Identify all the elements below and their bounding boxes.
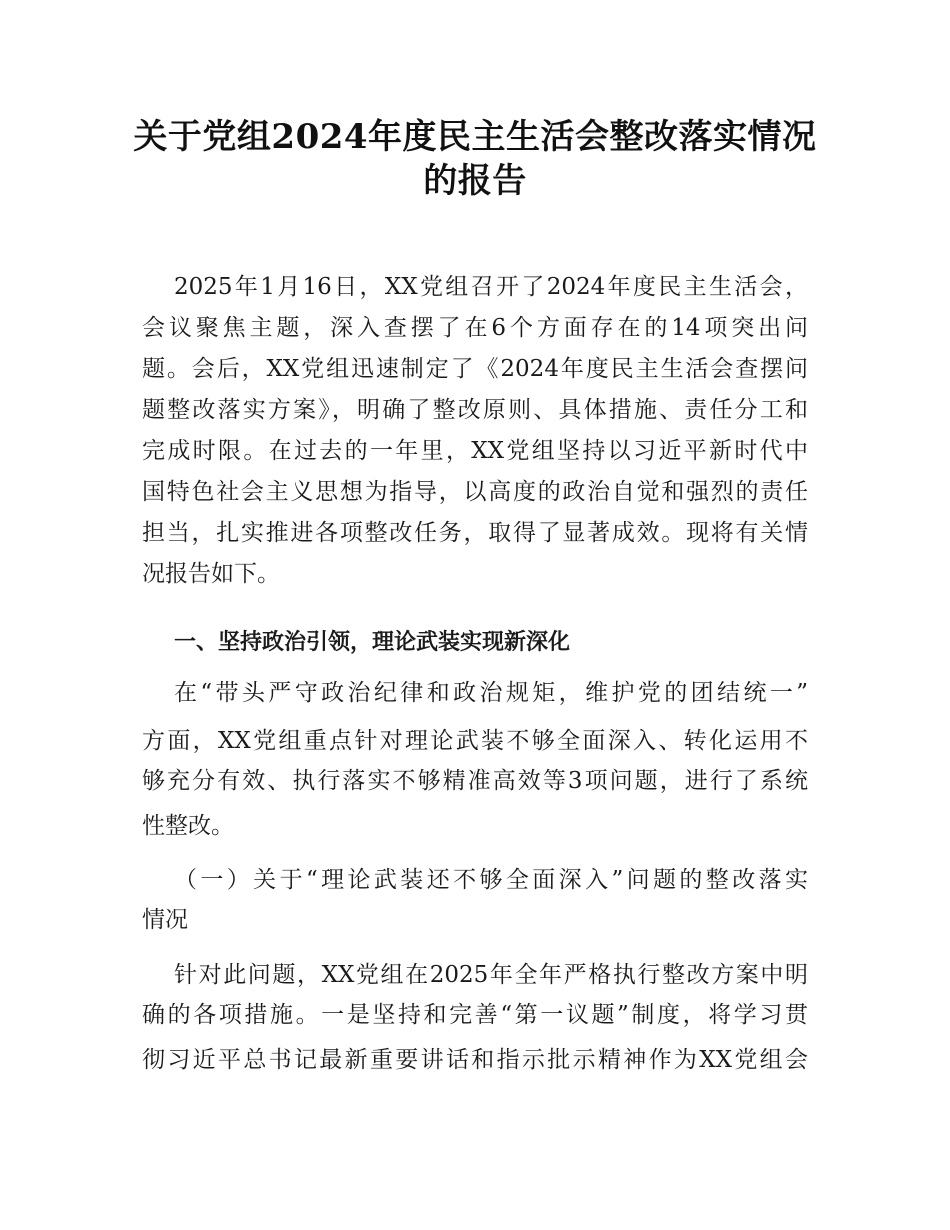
text-line: 方面，XX党组重点针对理论武装不够全面深入、转化运用不 <box>142 728 808 754</box>
text-line: 彻习近平总书记最新重要讲话和指示批示精神作为XX党组会 <box>142 1047 808 1073</box>
text-line: 针对此问题，XX党组在2025年全年严格执行整改方案中明 <box>174 962 808 988</box>
text-line: 会议聚焦主题，深入查摆了在6个方面存在的14项突出问 <box>142 315 808 341</box>
text-line: 性整改。 <box>142 813 234 839</box>
text-line: 2025年1月16日，XX党组召开了2024年度民主生活会， <box>174 274 808 300</box>
text-line: 情况 <box>142 907 188 933</box>
text-line: 确的各项措施。一是坚持和完善“第一议题”制度，将学习贯 <box>142 1002 808 1028</box>
text-line: 题整改落实方案》，明确了整改原则、具体措施、责任分工和 <box>142 397 808 423</box>
text-line: 国特色社会主义思想为指导，以高度的政治自觉和强烈的责任 <box>142 479 808 505</box>
section-heading: 一、坚持政治引领，理论武装实现新深化 <box>174 630 571 655</box>
text-line: （一）关于“理论武装还不够全面深入”问题的整改落实 <box>174 867 808 893</box>
document-title-line-1: 关于党组2024年度民主生活会整改落实情况 <box>133 117 817 157</box>
text-line: 担当，扎实推进各项整改任务，取得了显著成效。现将有关情 <box>142 520 808 546</box>
text-line: 够充分有效、执行落实不够精准高效等3项问题，进行了系统 <box>142 768 808 794</box>
text-line: 完成时限。在过去的一年里，XX党组坚持以习近平新时代中 <box>142 438 808 464</box>
text-line: 题。会后，XX党组迅速制定了《2024年度民主生活会查摆问 <box>142 356 808 382</box>
text-line: 况报告如下。 <box>142 561 280 587</box>
text-line: 在“带头严守政治纪律和政治规矩，维护党的团结统一” <box>174 680 808 706</box>
document-title-line-2: 的报告 <box>423 161 527 201</box>
